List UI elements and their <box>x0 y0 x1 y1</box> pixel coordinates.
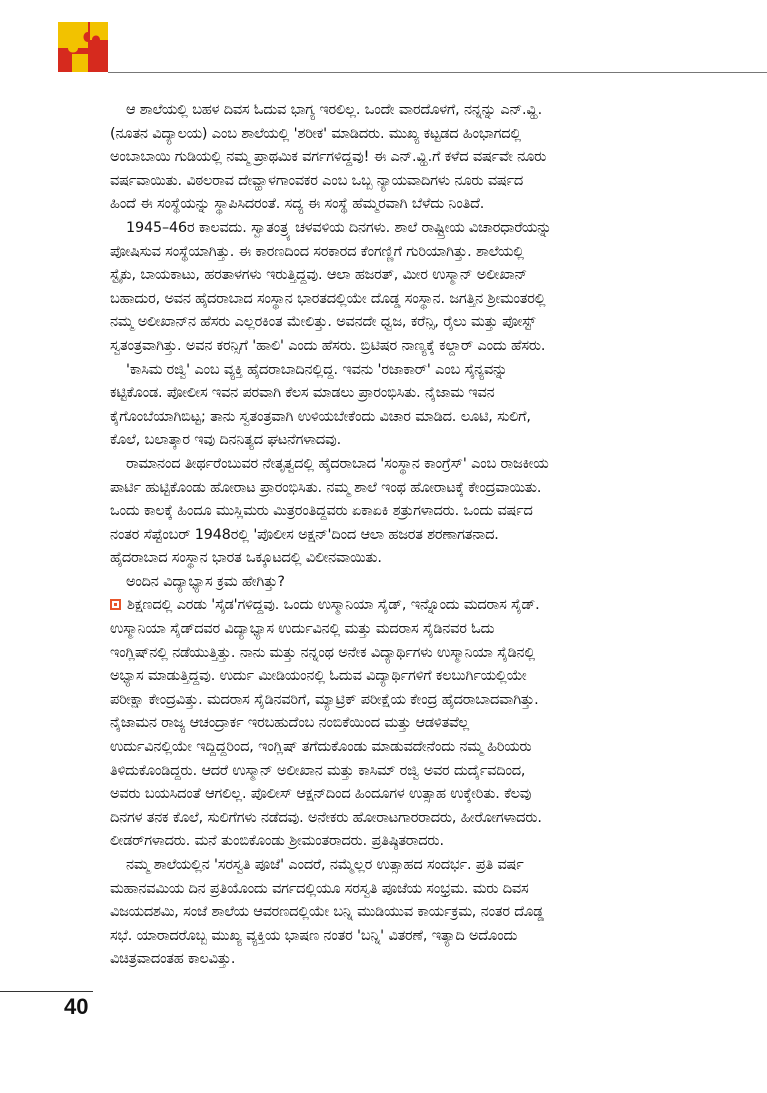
text-line: ತಿಳಿದುಕೊಂಡಿದ್ದರು. ಆದರೆ ಉಸ್ಮಾನ್ ಅಲೀಖಾನ ಮತ್ತು ಕಾಸಿಮ್ ರಜ್ವಿ ಅವರ ದುರ್ದೈವದಿಂದ, <box>110 762 526 779</box>
text-line: ರಾಮಾನಂದ ತೀರ್ಥರೆಂಬುವರ ನೇತೃತ್ವದಲ್ಲಿ ಹೈದರಾಬಾದ 'ಸಂಸ್ಥಾನ ಕಾಂಗ್ರೆಸ್' ಎಂಬ ರಾಜಕೀಯ <box>126 455 549 472</box>
question-line: ಅಂದಿನ ವಿದ್ಯಾಭ್ಯಾಸ ಕ್ರಮ ಹೇಗಿತ್ತು? <box>126 573 285 590</box>
footer-rule <box>0 991 93 992</box>
text-line: ವಿಜಯದಶಮಿ, ಸಂಜೆ ಶಾಲೆಯ ಆವರಣದಲ್ಲಿಯೇ ಬನ್ನಿ ಮುಡಿಯುವ ಕಾರ್ಯಕ್ರಮ, ನಂತರ ದೊಡ್ಡ <box>110 904 544 921</box>
text-line: ಪೋಷಿಸುವ ಸಂಸ್ಥೆಯಾಗಿತ್ತು. ಈ ಕಾರಣದಿಂದ ಸರಕಾರದ ಕೆಂಗಣ್ಣಿಗೆ ಗುರಿಯಾಗಿತ್ತು. ಶಾಲೆಯಲ್ಲಿ <box>110 243 524 260</box>
text-line: ಪರೀಕ್ಷಾ ಕೇಂದ್ರವಿತ್ತು. ಮದರಾಸ ಸೈಡಿನವರಿಗೆ, ಮ್ಯಾಟ್ರಿಕ್ ಪರೀಕ್ಷೆಯ ಕೇಂದ್ರ ಹೈದರಾಬಾದವಾಗಿತ್ತು. <box>110 691 539 708</box>
text-line: (ನೂತನ ವಿದ್ಯಾಲಯ) ಎಂಬ ಶಾಲೆಯಲ್ಲಿ 'ಶರೀಕ' ಮಾಡಿದರು. ಮುಖ್ಯ ಕಟ್ಟಡದ ಹಿಂಭಾಗದಲ್ಲಿ <box>110 125 522 142</box>
text-line: ಒಂದು ಕಾಲಕ್ಕೆ ಹಿಂದೂ ಮುಸ್ಲಿಮರು ಮಿತ್ರರಂತಿದ್ದವರು ಏಕಾಏಕಿ ಶತ್ರುಗಳಾದರು. ಒಂದು ವರ್ಷದ <box>110 503 533 520</box>
text-line: ವಿಚಿತ್ರವಾದಂತಹ ಕಾಲವಿತ್ತು. <box>110 951 236 968</box>
text-line: ಶಿಕ್ಷಣದಲ್ಲಿ ಎರಡು 'ಸೈಡ'ಗಳಿದ್ದವು. ಒಂದು ಉಸ್ಮಾನಿಯಾ ಸೈಡ್, ಇನ್ನೊಂದು ಮದರಾಸ ಸೈಡ್. <box>127 597 540 614</box>
text-line: ಕೈಗೊಂಬೆಯಾಗಿಬಿಟ್ಟ; ತಾನು ಸ್ವತಂತ್ರವಾಗಿ ಉಳಿಯಬೇಕೆಂದು ವಿಚಾರ ಮಾಡಿದ. ಲೂಟಿ, ಸುಲಿಗೆ, <box>110 408 531 425</box>
text-line: ಉರ್ದುವಿನಲ್ಲಿಯೇ ಇದ್ದಿದ್ದರಿಂದ, ಇಂಗ್ಲಿಷ್ ತಗೆದುಕೊಂಡು ಮಾಡುವದೇನೆಂದು ನಮ್ಮ ಹಿರಿಯರು <box>110 739 532 756</box>
text-line: ದಿನಗಳ ತನಕ ಕೊಲೆ, ಸುಲಿಗೆಗಳು ನಡೆದವು. ಅನೇಕರು ಹೋರಾಟಗಾರರಾದರು, ಹೀರೋಗಳಾದರು. <box>110 809 542 826</box>
text-line: ಸ್ವತಂತ್ರವಾಗಿತ್ತು. ಅವನ ಕರನ್ಸಿಗೆ 'ಹಾಲಿ' ಎಂದು ಹೆಸರು. ಬ್ರಿಟಿಷರ ನಾಣ್ಯಕ್ಕೆ ಕಲ್ದಾರ್ ಎಂದು ಹೆಸರು. <box>110 337 546 354</box>
text-line: ಮಹಾನವಮಿಯ ದಿನ ಪ್ರತಿಯೊಂದು ವರ್ಗದಲ್ಲಿಯೂ ಸರಸ್ವತಿ ಪೂಜೆಯ ಸಂಭ್ರಮ. ಮರು ದಿವಸ <box>110 880 529 897</box>
text-line: ಸ್ಟೈಕು, ಬಾಯಕಾಟು, ಹರತಾಳಗಳು ಇರುತ್ತಿದ್ದವು. ಆಲಾ ಹಜರತ್, ಮೀರ ಉಸ್ಮಾನ್ ಅಲೀಖಾನ್ <box>110 267 528 284</box>
text-line: ಸಭೆ. ಯಾರಾದರೊಬ್ಬ ಮುಖ್ಯ ವ್ಯಕ್ತಿಯ ಭಾಷಣ ನಂತರ 'ಬನ್ನಿ' ವಿತರಣೆ, ಇತ್ಯಾದಿ ಅದೊಂದು <box>110 927 518 944</box>
text-line: ನಮ್ಮ ಶಾಲೆಯಲ್ಲಿನ 'ಸರಸ್ವತಿ ಪೂಜೆ' ಎಂದರೆ, ನಮ್ಮೆಲ್ಲರ ಉತ್ಸಾಹದ ಸಂದರ್ಭ. ಪ್ರತಿ ವರ್ಷ <box>126 857 524 873</box>
text-line: ನೈಜಾಮನ ರಾಜ್ಯ ಆಚಂದ್ರಾರ್ಕ ಇರಬಹುದೆಂಬ ನಂಬಿಕೆಯಿಂದ ಮತ್ತು ಆಡಳಿತವೆಲ್ಲ <box>110 715 470 732</box>
text-line: 'ಕಾಸಿಮ ರಜ್ವಿ' ಎಂಬ ವ್ಯಕ್ತಿ ಹೈದರಾಬಾದಿನಲ್ಲಿದ್ದ. ಇವನು 'ರಜಾಕಾರ್' ಎಂಬ ಸೈನ್ಯವನ್ನು <box>126 361 508 378</box>
page-number: 40 <box>64 994 89 1019</box>
text-line: ಬಹಾದುರ, ಅವನ ಹೈದರಾಬಾದ ಸಂಸ್ಥಾನ ಭಾರತದಲ್ಲಿಯೇ ದೊಡ್ಡ ಸಂಸ್ಥಾನ. ಜಗತ್ತಿನ ಶ್ರೀಮಂತರಲ್ಲಿ <box>110 290 546 307</box>
article-body <box>110 99 730 972</box>
text-line: ಪಾರ್ಟಿ ಹುಟ್ಟಿಕೊಂಡು ಹೋರಾಟ ಪ್ರಾರಂಭಿಸಿತು. ನಮ್ಮ ಶಾಲೆ ಇಂಥ ಹೋರಾಟಕ್ಕೆ ಕೇಂದ್ರವಾಯಿತು. <box>110 479 542 496</box>
text-line: 1945–46ರ ಕಾಲವದು. ಸ್ವಾತಂತ್ರ್ಯ ಚಳವಳಿಯ ದಿನಗಳು. ಶಾಲೆ ರಾಷ್ಟ್ರೀಯ ವಿಚಾರಧಾರೆಯನ್ನು <box>126 219 552 236</box>
text-line: ನಮ್ಮ ಅಲೀಖಾನ್‌ನ ಹೆಸರು ಎಲ್ಲರಕಿಂತ ಮೇಲಿತ್ತು. ಅವನದೇ ಧ್ವಜ, ಕರೆನ್ಸಿ, ರೈಲು ಮತ್ತು ಪೋಸ್ಟ್ <box>110 314 536 331</box>
text-line: ಅವರು ಬಯಸಿದಂತೆ ಆಗಲಿಲ್ಲ. ಪೊಲೀಸ್ ಆಕ್ಷನ್‌ದಿಂದ ಹಿಂದೂಗಳ ಉತ್ಸಾಹ ಉಕ್ಕೇರಿತು. ಕೆಲವು <box>110 786 532 803</box>
header-rule <box>108 72 767 73</box>
text-line: ಇಂಗ್ಲಿಷ್‌ನಲ್ಲಿ ನಡೆಯುತ್ತಿತ್ತು. ನಾನು ಮತ್ತು ನನ್ನಂಥ ಅನೇಕ ವಿದ್ಯಾರ್ಥಿಗಳು ಉಸ್ಮಾನಿಯಾ ಸೈಡಿನಲ್ಲಿ <box>110 644 536 661</box>
text-line: ಕಟ್ಟಿಕೊಂಡ. ಪೋಲೀಸ ಇವನ ಪರವಾಗಿ ಕೆಲಸ ಮಾಡಲು ಪ್ರಾರಂಭಿಸಿತು. ನೈಜಾಮ ಇವನ <box>110 385 495 402</box>
text-line: ಅಭ್ಯಾಸ ಮಾಡುತ್ತಿದ್ದವು. ಉರ್ದು ಮೀಡಿಯಂನಲ್ಲಿ ಓದುವ ವಿದ್ಯಾರ್ಥಿಗಳಿಗೆ ಕಲಬುರ್ಗಿಯಲ್ಲಿಯೇ <box>110 668 527 685</box>
text-line: ಅಂಬಾಬಾಯಿ ಗುಡಿಯಲ್ಲಿ ನಮ್ಮ ಪ್ರಾಥಮಿಕ ವರ್ಗಗಳಿದ್ದವು! ಈ ಎನ್.ವ್ಹಿ.ಗೆ ಕಳೆದ ವರ್ಷವೇ ನೂರು <box>110 149 547 166</box>
text-line: ಆ ಶಾಲೆಯಲ್ಲಿ ಬಹಳ ದಿವಸ ಓದುವ ಭಾಗ್ಯ ಇರಲಿಲ್ಲ. ಒಂದೇ ವಾರದೊಳಗೆ, ನನ್ನನ್ನು ಎನ್.ವ್ಹಿ. <box>126 102 543 118</box>
text-line: ಕೊಲೆ, ಬಲಾತ್ಕಾರ ಇವು ದಿನನಿತ್ಯದ ಘಟನೆಗಳಾದವು. <box>110 432 342 449</box>
text-line: ವರ್ಷವಾಯಿತು. ವಿಠಲರಾವ ದೇವ್ಹಾಳಗಾಂವಕರ ಎಂಬ ಒಬ್ಬ ನ್ಯಾಯವಾದಿಗಳು ನೂರು ವರ್ಷದ <box>110 172 524 189</box>
puzzle-logo-icon <box>58 22 108 72</box>
square-bullet-icon <box>110 599 121 610</box>
text-line: ಲೀಡರ್‌ಗಳಾದರು. ಮನೆ ತುಂಬಿಕೊಂಡು ಶ್ರೀಮಂತರಾದರು. ಪ್ರತಿಷ್ಠಿತರಾದರು. <box>110 833 444 850</box>
text-line: ನಂತರ ಸೆಪ್ಟೆಂಬರ್ 1948ರಲ್ಲಿ 'ಪೊಲೀಸ ಅಕ್ಷನ್'ದಿಂದ ಆಲಾ ಹಜರತ ಶರಣಾಗತನಾದ. <box>110 526 499 543</box>
text-line: ಹಿಂದೆ ಈ ಸಂಸ್ಥೆಯನ್ನು ಸ್ಥಾಪಿಸಿದರಂತೆ. ಸದ್ಯ ಈ ಸಂಸ್ಥೆ ಹೆಮ್ಮರವಾಗಿ ಬೆಳೆದು ನಿಂತಿದೆ. <box>110 196 485 213</box>
text-line: ಹೈದರಾಬಾದ ಸಂಸ್ಥಾನ ಭಾರತ ಒಕ್ಕೂಟದಲ್ಲಿ ವಿಲೀನವಾಯಿತು. <box>110 550 382 567</box>
text-line: ಉಸ್ಮಾನಿಯಾ ಸೈಡ್‌ದವರ ವಿದ್ಯಾಭ್ಯಾಸ ಉರ್ದುವಿನಲ್ಲಿ ಮತ್ತು ಮದರಾಸ ಸೈಡಿನವರ ಓದು <box>110 621 495 638</box>
